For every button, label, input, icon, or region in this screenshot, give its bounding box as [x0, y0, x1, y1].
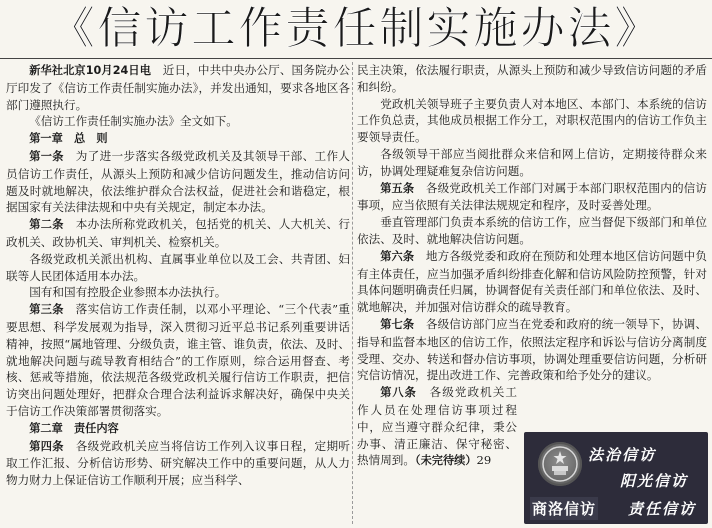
- article-text: 地方各级党委和政府在预防和处理本地区信访问题中负有主体责任，应当加强矛盾纠纷排查化解和信访风险防控预警，针对具体问题明确责任归属，协调督促有关责任部门和单位依法、及时、就地解决，并加强对信访群众的疏导教育。: [357, 248, 707, 315]
- article-text: 各级党政机关派出机构、直属事业单位以及工会、共青团、妇联等人民团体适用本办法。: [6, 251, 350, 283]
- paragraph: [6, 438, 350, 489]
- article-8-text: 各级党政机关工作人员在处理信访事项过程中，应当遵守群众纪律，秉公办事、清正廉洁、保守秘密、热情周到。: [357, 385, 517, 468]
- headline: 《信访工作责任制实施办法》: [50, 3, 662, 54]
- article-lead: 第七条: [380, 317, 415, 331]
- article-lead: 第六条: [380, 249, 415, 263]
- right-column: [357, 62, 707, 470]
- national-emblem-icon: [538, 442, 582, 486]
- article-text: 各级领导干部应当阅批群众来信和网上信访，定期接待群众来访，协调处理疑难复杂信访问题。: [357, 146, 707, 178]
- paragraph: [6, 62, 350, 113]
- article-lead: 第二章 责任内容: [29, 421, 119, 435]
- paragraph: [6, 284, 350, 301]
- top-rule: [0, 58, 712, 59]
- paragraph: [6, 420, 350, 438]
- article-lead: 第一章 总 则: [29, 132, 108, 146]
- continued-note: （未完待续）: [414, 454, 477, 468]
- article-lead: 新华社北京10月24日电: [29, 64, 152, 77]
- article-text: 国有和国有控股企业参照本办法执行。: [29, 285, 227, 300]
- paragraph: [357, 316, 707, 384]
- slogan-line-1: 法治信访: [588, 446, 657, 464]
- paragraph: [6, 113, 350, 130]
- paragraph: [6, 130, 350, 148]
- article-lead: 第五条: [380, 181, 415, 195]
- article-text: 各级党政机关工作部门对属于本部门职权范围内的信访事项，应当依照有关法律法规规定和程序，及时妥善处理。: [357, 180, 707, 213]
- column-divider: [352, 62, 353, 524]
- article-text: 各级信访部门应当在党委和政府的统一领导下，协调、指导和监督本地区的信访工作，依照法定程序和诉讼与信访分离制度受理、交办、转送和督办信访事项，协调处理重要信访问题，分析研究信访情况，提出改进工作、完善政策和给予处分的建议。: [357, 316, 707, 383]
- paragraph: [6, 301, 350, 420]
- article-text: 《信访工作责任制实施办法》全文如下。: [29, 114, 238, 129]
- article-text: 落实信访工作责任制，以邓小平理论、“三个代表”重要思想、科学发展观为指导，深入贯彻习近平总书记系列重要讲话精神，按照“属地管理、分级负责，谁主管、谁负责，依法、及时、就地解决问题与疏导教育相结合”的工作原则，综合运用督查、考核、惩戒等措施，依法规范各级党政机关履行信访工作职责，把信访突出问题处理好，把群众合理合法利益诉求解决好，确保中央关于信访工作决策部署贯彻落实。: [6, 302, 350, 418]
- paragraph: [6, 251, 350, 285]
- article-8: [357, 384, 517, 470]
- paragraph: [6, 216, 350, 251]
- slogan-line-2: 阳光信访: [620, 472, 689, 490]
- article-8-lead: 第八条: [380, 386, 417, 400]
- article-lead: 第三条: [29, 303, 64, 317]
- paragraph: [357, 62, 707, 96]
- article-text: 各级党政机关应当将信访工作列入议事日程，定期听取工作汇报、分析信访形势、研究解决工作中的重要问题，从人力物力财力上保证信访工作顺利开展；应当科学、: [6, 438, 350, 488]
- article-text: 民主决策，依法履行职责，从源头上预防和减少导致信访问题的矛盾和纠纷。: [357, 63, 707, 94]
- page-reference: 29: [476, 453, 492, 468]
- article-text: 为了进一步落实各级党政机关及其领导干部、工作人员信访工作责任，从源头上预防和减少信访问题发生，推动信访问题及时就地解决，依法维护群众合法权益，促进社会和谐稳定，根据国家有关法律法规和中央有关规定，制定本办法。: [6, 148, 350, 215]
- paragraph: [357, 96, 707, 146]
- paragraph: [357, 146, 707, 180]
- paragraph: [357, 214, 707, 248]
- article-text: 党政机关领导班子主要负责人对本地区、本部门、本系统的信访工作负总责，其他成员根据工作分工，对职权范围内的信访工作负主要领导责任。: [357, 96, 707, 145]
- slogan-line-3: 责任信访: [628, 500, 697, 518]
- article-text: 本办法所称党政机关，包括党的机关、人大机关、行政机关、政协机关、审判机关、检察机关。: [6, 217, 350, 249]
- paragraph: [357, 180, 707, 215]
- article-lead: 第四条: [29, 439, 64, 453]
- article-lead: 第一条: [29, 149, 64, 163]
- article-text: 近日，中共中央办公厅、国务院办公厅印发了《信访工作责任制实施办法》，并发出通知，要求各地区各部门遵照执行。: [6, 63, 350, 112]
- paragraph: [357, 248, 707, 316]
- brand-logo: 商洛信访: [530, 497, 598, 520]
- article-lead: 第二条: [29, 218, 64, 232]
- article-text: 垂直管理部门负责本系统的信访工作，应当督促下级部门和单位依法、及时、就地解决信访问题。: [357, 215, 707, 246]
- left-column: [6, 62, 350, 489]
- paragraph: [6, 148, 350, 216]
- promo-banner: [524, 432, 708, 524]
